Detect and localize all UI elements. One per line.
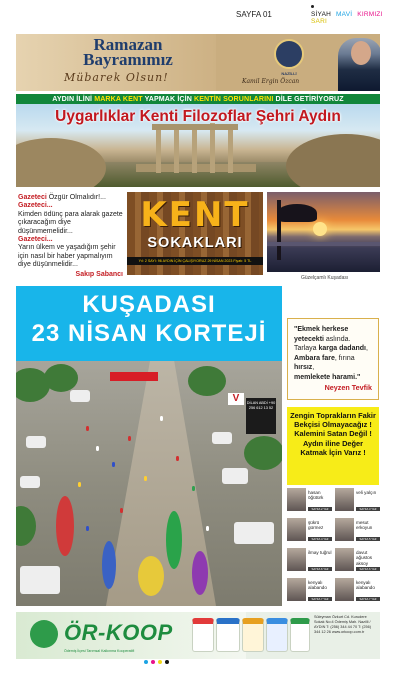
- magenta-registration-dot: [151, 660, 155, 664]
- theater-right-icon: [286, 134, 380, 187]
- quote-line: ,: [365, 345, 368, 353]
- quote-line: , fırına: [334, 354, 355, 362]
- columnist-card[interactable]: [287, 518, 334, 546]
- crowd-figure: [96, 446, 99, 451]
- car-icon: [212, 432, 232, 444]
- orkoop-advertisement[interactable]: [16, 612, 380, 659]
- crowd-figure: [176, 456, 179, 461]
- color-label-blue: MAVİ: [336, 11, 353, 18]
- column-icon: [210, 123, 215, 173]
- columnist-name: ilmay tuğrul: [308, 550, 332, 555]
- page-header: [0, 0, 400, 26]
- quote-keyword: karga dadandı: [318, 345, 366, 353]
- quote-line: memlekete harami.": [294, 373, 361, 381]
- column-icon: [192, 127, 197, 173]
- car-icon: [20, 476, 40, 488]
- columnist-card[interactable]: [335, 518, 382, 546]
- store-sign: DİLAN ABDİ +90 256 612 13 52: [246, 398, 276, 434]
- columnist-card[interactable]: [335, 548, 382, 576]
- costume-figure-icon: [192, 551, 208, 595]
- portrait-face: [351, 41, 371, 65]
- quote-author: Sakıp Sabancı: [75, 270, 123, 278]
- quote-keyword: hırsız: [294, 364, 313, 372]
- columnist-photo: [287, 518, 306, 541]
- color-separation-labels: [311, 11, 400, 25]
- tree-icon: [44, 364, 78, 392]
- quote-line: ,: [312, 364, 315, 372]
- photo-caption: Güzelçamlı Kuşadası: [301, 275, 349, 281]
- sun-icon: [313, 222, 327, 236]
- product-icon: [290, 618, 310, 652]
- columnist-name: hasan öğütürk: [308, 490, 324, 501]
- columnist-card[interactable]: [287, 548, 334, 576]
- crowd-figure: [120, 508, 123, 513]
- tree-silhouette-icon: [277, 200, 281, 260]
- columnist-card[interactable]: [287, 578, 334, 606]
- quote-keyword: Ambara fare: [294, 354, 335, 362]
- banner-title-line2: Bayramımız: [83, 50, 173, 69]
- columnist-name: şükrü gürmez: [308, 520, 324, 531]
- crowd-figure: [86, 526, 89, 531]
- black-registration-dot: [165, 660, 169, 664]
- car-icon: [70, 390, 90, 402]
- columnist-photo: [287, 548, 306, 571]
- costume-figure-icon: [56, 496, 74, 556]
- mayor-signature: Kamil Ergin Özcan: [242, 78, 300, 85]
- product-icon: [266, 618, 288, 652]
- costume-figure-icon: [138, 556, 164, 596]
- crowd-figure: [128, 436, 131, 441]
- turkish-flag-banner: [110, 372, 158, 381]
- quote-text: Yarın ülkem ve yaşadığım şehir için nasıl bir haber yapmalıyım diye düşünmelidir...: [18, 244, 116, 269]
- tree-icon: [188, 366, 226, 396]
- costume-figure-icon: [166, 511, 182, 569]
- quote-line: "Ekmek herkese yetecekti: [294, 326, 349, 343]
- columnist-name: mesut erkoyun: [356, 520, 373, 531]
- color-label-yellow: SARI: [311, 18, 327, 25]
- slogan-part: DİLE GETİRİYORUZ: [273, 95, 344, 103]
- columnist-photo: [335, 488, 354, 511]
- parade-title-line1: KUŞADASI: [82, 291, 216, 318]
- theater-left-icon: [16, 138, 106, 187]
- sabanci-quote: [18, 194, 123, 276]
- tree-crown: [277, 204, 317, 222]
- crowd-figure: [86, 426, 89, 431]
- yellow-registration-dot: [158, 660, 162, 664]
- quote-line: aslında.: [323, 335, 351, 343]
- color-label-red: KIRMIZI: [357, 11, 383, 18]
- columnist-page: SAYFA 2 YAZ: [308, 507, 332, 511]
- car-icon: [222, 468, 248, 484]
- slogan-highlight: MARKA KENT: [94, 95, 143, 103]
- columnist-name: veli yalçın: [356, 490, 377, 495]
- masthead-subtitle: SOKAKLARI: [147, 235, 243, 251]
- parade-photo: [16, 286, 282, 606]
- ad-subtitle: Ödemiş İlçesi Tarımsal Kalkınma Kooperatifi: [64, 649, 135, 653]
- costume-figure-icon: [102, 541, 116, 589]
- slogan-part: YAPMAK İÇİN: [142, 95, 194, 103]
- crowd-figure: [144, 476, 147, 481]
- columnist-name: davut ağustos aksoy: [356, 550, 373, 566]
- columnist-photo: [287, 488, 306, 511]
- newspaper-masthead: [127, 192, 263, 275]
- quote-author: Neyzen Tevfik: [324, 382, 372, 392]
- motto-box: Zengin Toprakların Fakir Bekçisi Olmayacağız ! Kalemini Satan Değil ! Aydın iline Değer Katmak İçin Varız !: [287, 407, 379, 485]
- holiday-greeting-banner: [16, 34, 380, 91]
- quote-text: Özgür Olmalıdır!...: [46, 194, 106, 201]
- banner-title-line1: Ramazan: [93, 35, 163, 54]
- slogan-part: AYDIN İLİNİ: [52, 95, 95, 103]
- quote-keyword: Gazeteci...: [18, 236, 53, 244]
- logo-label: NAZİLLİ: [281, 71, 297, 76]
- product-icon: [242, 618, 264, 652]
- columnist-name: kenyalı alabando: [308, 580, 327, 591]
- slogan-highlight: KENTİN SORUNLARINI: [194, 95, 274, 103]
- columnist-page: SAYFA 7 YAZ: [356, 597, 380, 601]
- product-icon: [192, 618, 214, 652]
- columnist-card[interactable]: [287, 488, 334, 516]
- columnist-photo: [335, 518, 354, 541]
- page-number: SAYFA 01: [236, 10, 272, 19]
- headline-photo: [16, 104, 380, 187]
- columnist-card[interactable]: [335, 488, 382, 516]
- crowd-figure: [112, 462, 115, 467]
- crowd-figure: [206, 526, 209, 531]
- column-icon: [174, 125, 179, 173]
- slogan-bar: [16, 94, 380, 104]
- banner-greeting: Mübarek Olsun!: [64, 71, 169, 84]
- car-icon: [26, 436, 46, 448]
- masthead-issue-strip: Yıl: 2 SAYI: 96 AYDIN İÇİN ÇALIŞIYORUZ 29 NİSAN 2023 Fiyatı: 5 TL: [127, 257, 263, 265]
- cyan-registration-dot: [144, 660, 148, 664]
- color-label-black: SİYAH: [311, 11, 332, 18]
- sea-horizon: [267, 242, 380, 246]
- tree-icon: [244, 436, 282, 470]
- leaf-logo-icon: [30, 620, 58, 648]
- headline-title: Uygarlıklar Kenti Filozoflar Şehri Aydın: [55, 108, 341, 125]
- columnist-card[interactable]: [335, 578, 382, 606]
- quote-line: Tarlaya: [294, 345, 319, 353]
- columnist-photo: [335, 578, 354, 601]
- masthead-title: KENT: [140, 195, 250, 235]
- registration-mark: [311, 5, 314, 8]
- columnist-page: SAYFA 5 YAZ: [356, 537, 380, 541]
- column-icon: [228, 129, 233, 173]
- quote-text: Kimden ödünç para alarak gazete çıkaracağım diye düşünmemelidir...: [18, 210, 123, 235]
- neyzen-quote-box: [287, 318, 379, 400]
- columnist-page: SAYFA 3 YAZ: [356, 507, 380, 511]
- columnist-name: kenyalı alabando: [356, 580, 375, 591]
- crowd-figure: [192, 486, 195, 491]
- columnist-photo: [287, 578, 306, 601]
- municipality-logo-icon: [274, 39, 304, 69]
- crowd-figure: [160, 416, 163, 421]
- columnist-page: SAYFA 6 YAZ: [308, 567, 332, 571]
- columnists-grid: [287, 488, 383, 610]
- columnist-page: SAYFA 4 YAZ: [308, 537, 332, 541]
- shop-sign: V: [228, 393, 244, 405]
- quote-keyword: Gazeteci...: [18, 202, 53, 210]
- columnist-photo: [335, 548, 354, 571]
- columnist-page: SAYFA 7 YAZ: [308, 597, 332, 601]
- kusadasi-sunset-photo: [267, 192, 380, 272]
- parade-title-line2: 23 NİSAN KORTEJİ: [31, 320, 267, 347]
- column-icon: [156, 129, 161, 173]
- quote-keyword: Gazeteci: [18, 194, 47, 201]
- ad-contact: Süleyman Özkurt Cd. Kurudere Sokak No:4 Ödemiş Mah. Nazilli / AYDIN T: (256) 344 44 70 T: (256) 344 12 26 www.orkoop.com.tr: [314, 615, 371, 634]
- crowd-figure: [78, 482, 81, 487]
- columnist-page: SAYFA 6 YAZ: [356, 567, 380, 571]
- car-icon: [234, 522, 274, 544]
- product-icon: [216, 618, 240, 652]
- banner-title: [68, 37, 188, 67]
- car-icon: [20, 566, 60, 594]
- ad-brand: ÖR-KOOP: [64, 620, 173, 645]
